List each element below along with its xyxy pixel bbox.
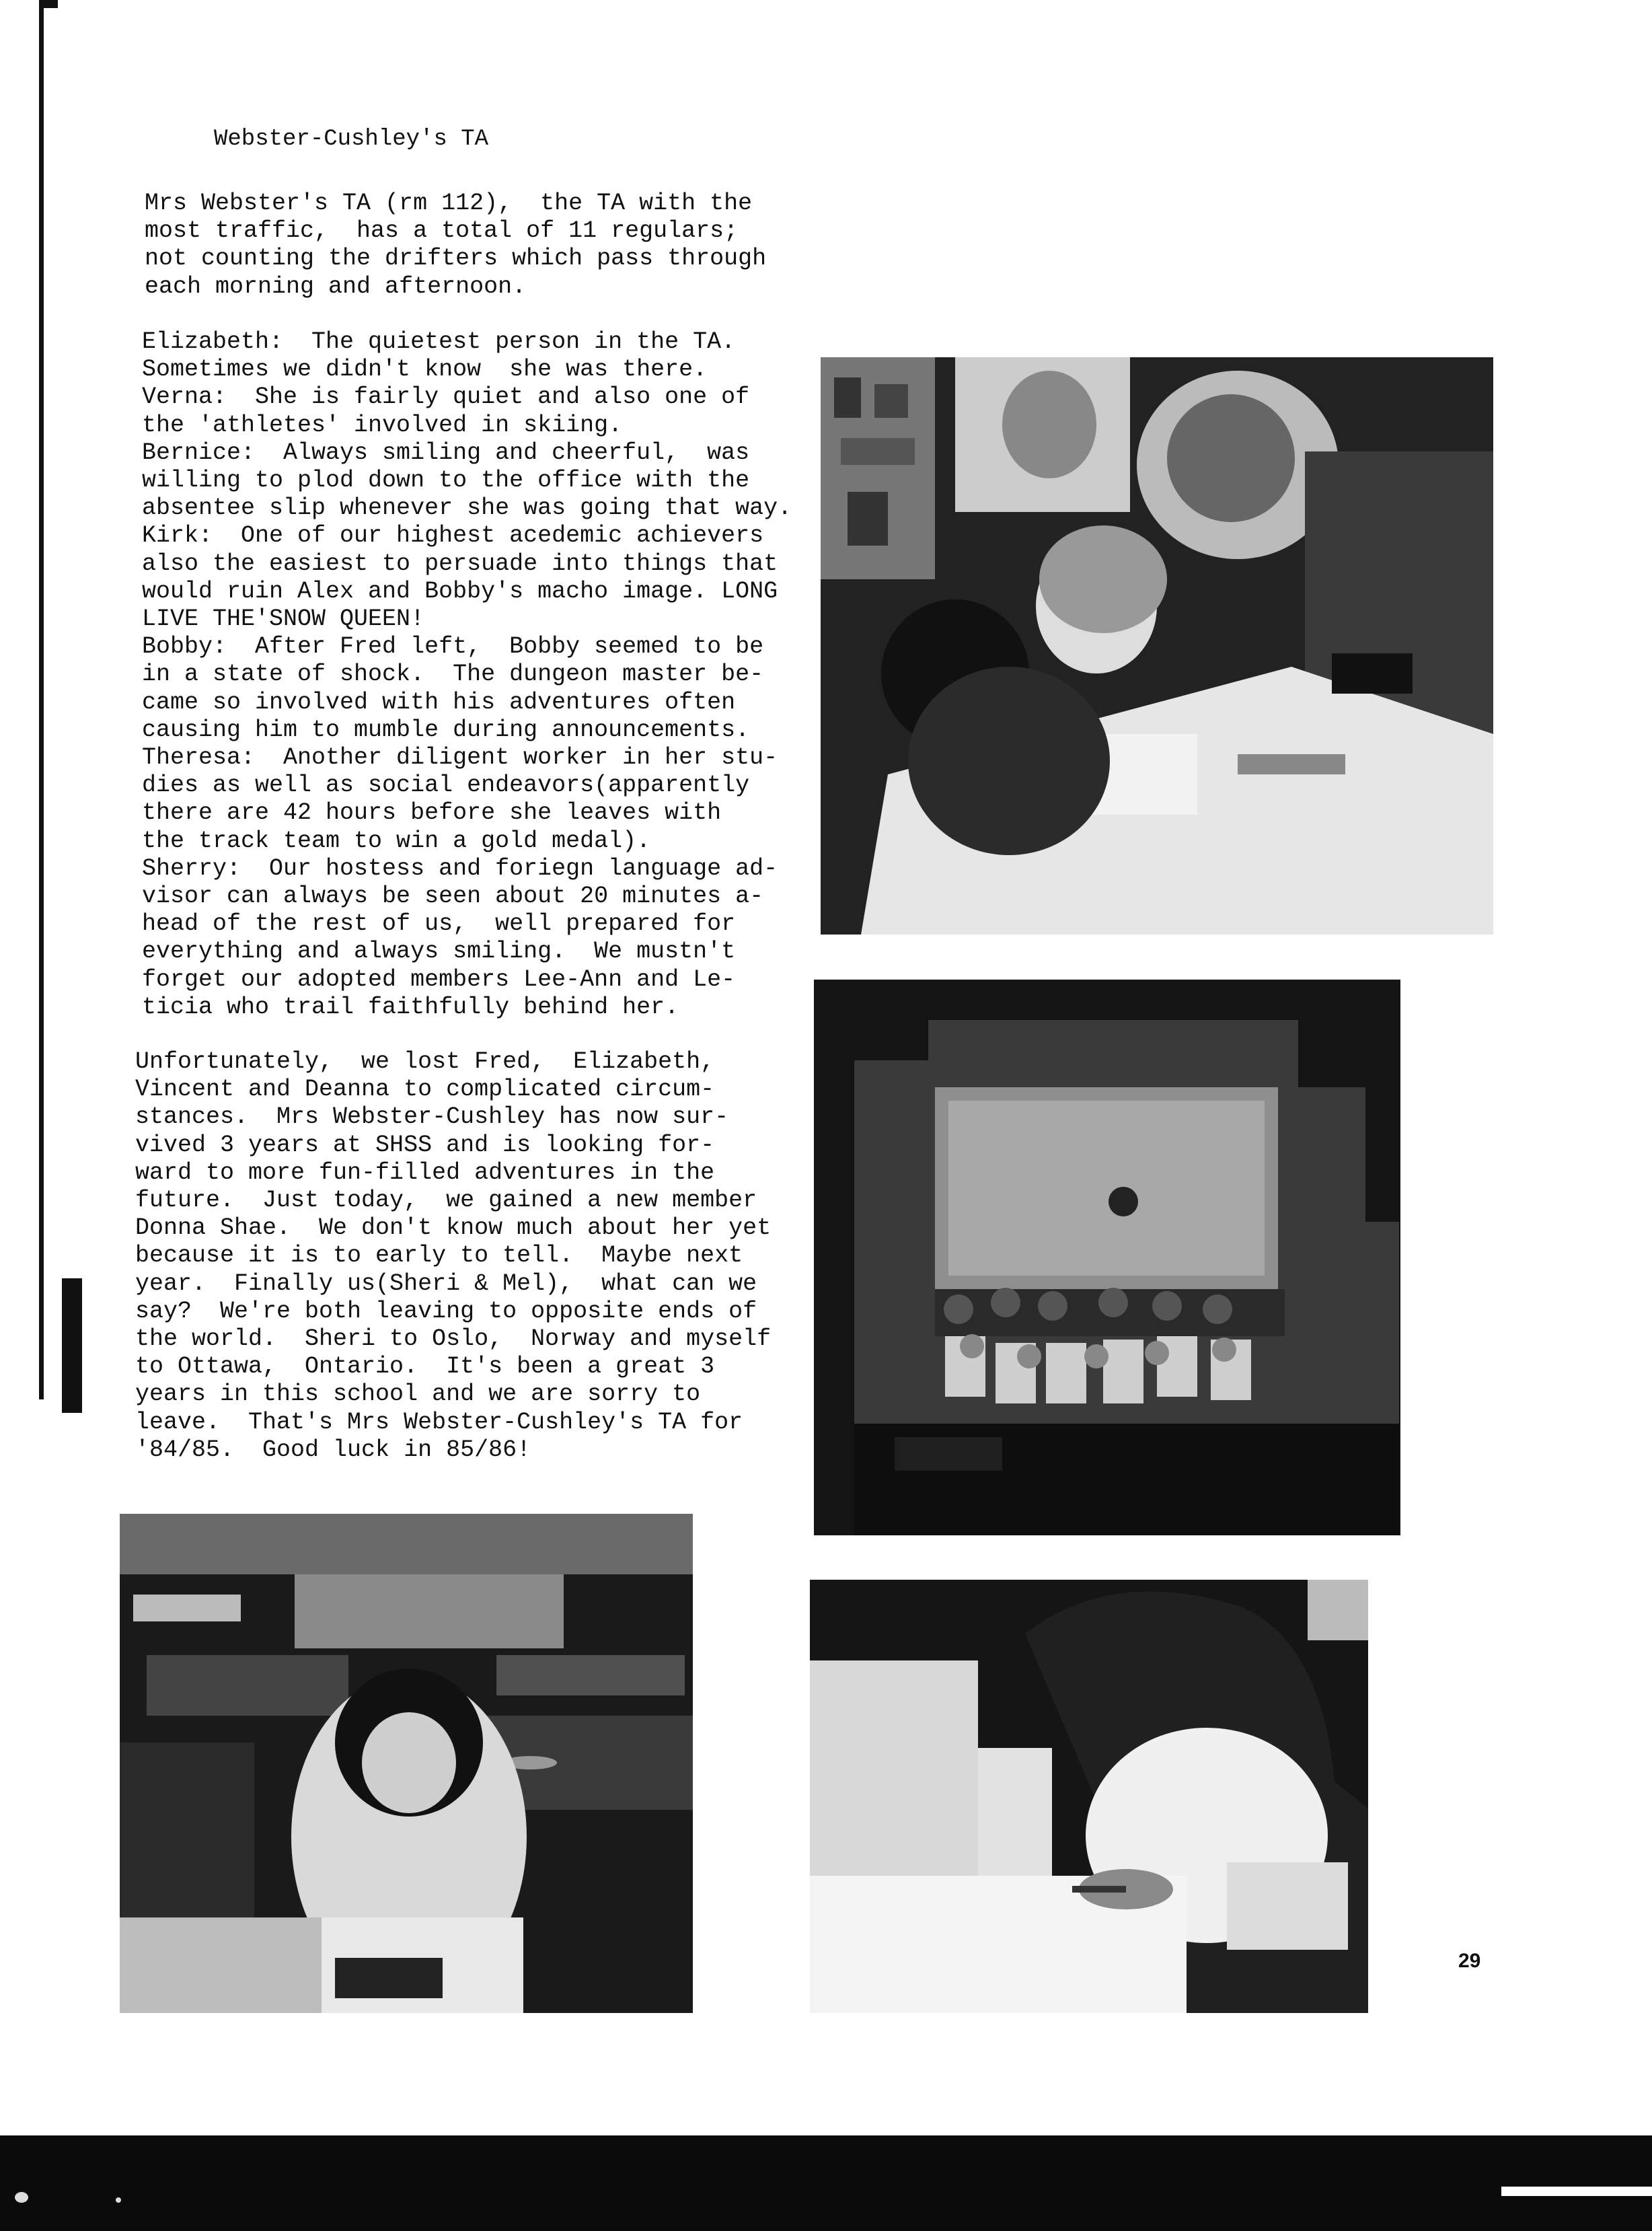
page-number: 29 (1458, 1950, 1481, 1972)
page-heading: Webster-Cushley's TA (214, 126, 489, 152)
photo-student-at-desk (120, 1514, 693, 2013)
binding-tab-mark (62, 1278, 82, 1413)
scan-speck (116, 2197, 121, 2203)
closing-paragraph: Unfortunately, we lost Fred, Elizabeth, Vincent and Deanna to complicated circum- stances. Mrs Webster-Cushley has now sur- vived 3 years at SHSS and is looking for- ward to more fun-filled adventures in the future. Just today, we gained a new member Donna Shae. We don't know much about her yet because it is to early to tell. Maybe next year. Finally us(Sheri & Mel), what can we say? We're both leaving to opposite ends of the world. Sheri to Oslo, Norway and myself to Ottawa, Ontario. It's been a great 3 years in this school and we are sorry to leave. That's Mrs Webster-Cushley's TA for '84/85. Good luck in 85/86! (135, 1048, 772, 1463)
photo-students-gathered (821, 357, 1493, 935)
bottom-scan-artifact (1501, 2187, 1652, 2196)
left-margin-rule (39, 0, 44, 1399)
photo-student-writing (810, 1580, 1368, 2013)
members-paragraph: Elizabeth: The quietest person in the TA. Sometimes we didn't know she was there. Verna: She is fairly quiet and also one of the 'athletes' involved in skiing. Bernice: Always smiling and cheerful, was willing to plod down to the office with the absentee slip whenever she was going that way. Kirk: One of our highest acedemic achievers also the easiest to persuade into things that would ruin Alex and Bobby's macho image. LONG LIVE THE'SNOW QUEEN! Bobby: After Fred left, Bobby seemed to be in a state of shock. The dungeon master be- came so involved with his adventures often causing him to mumble during announcements. Theresa: Another diligent worker in her stu- dies as well as social endeavors(apparently there are 42 hours before she leaves with the track team to win a gold medal). Sherry: Our hostess and foriegn language ad- visor can always be seen about 20 minutes a- head of the rest of us, well prepared for everything and always smiling. We mustn't forget our adopted members Lee-Ann and Le- ticia who trail faithfully behind her. (142, 328, 792, 1021)
scan-speck (15, 2192, 28, 2203)
left-margin-rule-cap (39, 0, 58, 8)
intro-paragraph: Mrs Webster's TA (rm 112), the TA with the most traffic, has a total of 11 regulars; not counting the drifters which pass through each morning and afternoon. (145, 190, 767, 300)
bottom-scan-border (0, 2135, 1652, 2231)
photo-group-on-stage (814, 980, 1400, 1535)
